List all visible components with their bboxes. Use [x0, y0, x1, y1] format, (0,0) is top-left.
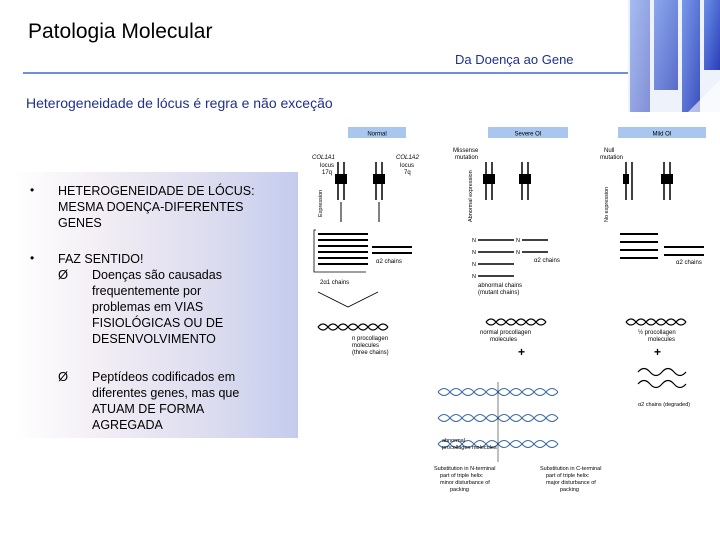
column-header-mild-label: Mild OI [652, 131, 672, 138]
sub-bullet-peptides [92, 369, 239, 433]
column-header-severe-label: Severe OI [514, 131, 542, 138]
helix-label: molecules [490, 337, 518, 343]
caption: Substitution in N-terminal [434, 466, 496, 472]
helix-label: molecules [352, 343, 380, 349]
collagen-figure [308, 122, 714, 506]
svg-text:N: N [472, 274, 476, 280]
bullet-locus-heterogeneity [58, 183, 255, 231]
chain-label: abnormal chains [478, 283, 523, 289]
chain-label: α2 chains [534, 258, 560, 264]
helix-label: (three chains) [352, 350, 389, 356]
svg-text:N: N [472, 262, 476, 268]
helix-label: n procollagen [352, 336, 389, 342]
svg-text:N: N [472, 238, 476, 244]
bullet-line: problemas em VIAS [92, 300, 204, 314]
procollagen-helix [486, 319, 546, 325]
header-divider [23, 72, 635, 74]
bullet-line: GENES [58, 216, 102, 230]
caption: part of triple helix: [546, 473, 590, 479]
column-header-normal-label: Normal [367, 131, 387, 138]
caption: Substitution in C-terminal [540, 466, 602, 472]
bullet-line: ATUAM DE FORMA [92, 402, 205, 416]
helix-label: molecules [648, 337, 676, 343]
caption: packing [450, 487, 469, 493]
chromosome-bands [483, 174, 531, 184]
merge-bracket [318, 292, 378, 307]
arrow-bullet-glyph: Ø [58, 267, 69, 282]
helix-label: normal procollagen [480, 330, 532, 336]
gene-label: COL1A1 [312, 155, 336, 161]
helix-label: α2 chains (degraded) [638, 402, 691, 408]
chromosome-bands [335, 174, 385, 184]
chain-label: 2α1 chains [320, 280, 350, 286]
gene-label: 17q [322, 170, 333, 176]
section-heading: Heterogeneidade de lócus é regra e não exceção [26, 95, 333, 111]
caption: minor disturbance of [440, 480, 490, 486]
chain-label: (mutant chains) [478, 290, 520, 296]
page-subtitle: Da Doença ao Gene [455, 52, 574, 67]
bullet-glyph: • [30, 183, 35, 197]
caption: part of triple helix: [440, 473, 484, 479]
chromosome-bands [623, 174, 673, 184]
chain-label: α2 chains [676, 260, 702, 266]
degraded-chains [638, 369, 686, 388]
helix-label: ½ procollagen [638, 330, 676, 336]
plus-sign: + [654, 345, 662, 359]
bullet-line: DESENVOLVIMENTO [92, 332, 216, 346]
svg-text:N: N [516, 250, 520, 256]
page-title: Patologia Molecular [28, 20, 213, 43]
mutation-label: mutation [600, 155, 624, 161]
bullet-glyph: • [30, 251, 35, 265]
helix-label: abnormal [442, 438, 465, 444]
bullet-line: HETEROGENEIDADE DE LÓCUS: [58, 184, 255, 198]
bullet-line: Doenças são causadas [92, 268, 222, 282]
gene-label: 7q [404, 170, 411, 176]
axis-label: Expression [318, 189, 324, 217]
caption: major disturbance of [546, 480, 596, 486]
mutation-label: Null [604, 148, 615, 154]
gene-label: COL1A2 [396, 155, 420, 161]
gene-label: locus [320, 163, 335, 169]
chain-label: α2 chains [376, 259, 402, 265]
procollagen-helix [318, 324, 388, 330]
n-terminal-markers [472, 238, 520, 280]
bullet-line: Peptídeos codificados em [92, 370, 236, 384]
bullet-line: frequentemente por [92, 284, 202, 298]
bullet-line: FISIOLÓGICAS OU DE [92, 316, 224, 330]
bullet-line: diferentes genes, mas que [92, 386, 240, 400]
sub-bullet-pathways [92, 267, 223, 347]
helix-label: procollagen molecules [442, 445, 497, 451]
axis-label: No expression [604, 186, 610, 222]
plus-sign: + [518, 345, 526, 359]
bullet-line: MESMA DOENÇA-DIFERENTES [58, 200, 244, 214]
bullet-makes-sense: FAZ SENTIDO! [58, 252, 144, 266]
bullet-line: AGREGADA [92, 418, 163, 432]
axis-label: Abnormal expression [468, 170, 474, 222]
mutation-label: mutation [455, 155, 479, 161]
arrow-bullet-glyph: Ø [58, 369, 69, 384]
chain-stack [620, 234, 704, 258]
caption: packing [560, 487, 579, 493]
svg-text:N: N [516, 238, 520, 244]
expression-arrows [341, 202, 379, 222]
mutation-label: Missense [453, 148, 479, 154]
gene-label: locus [400, 163, 415, 169]
procollagen-helix [626, 319, 686, 325]
svg-text:N: N [472, 250, 476, 256]
corner-decoration [628, 0, 720, 112]
